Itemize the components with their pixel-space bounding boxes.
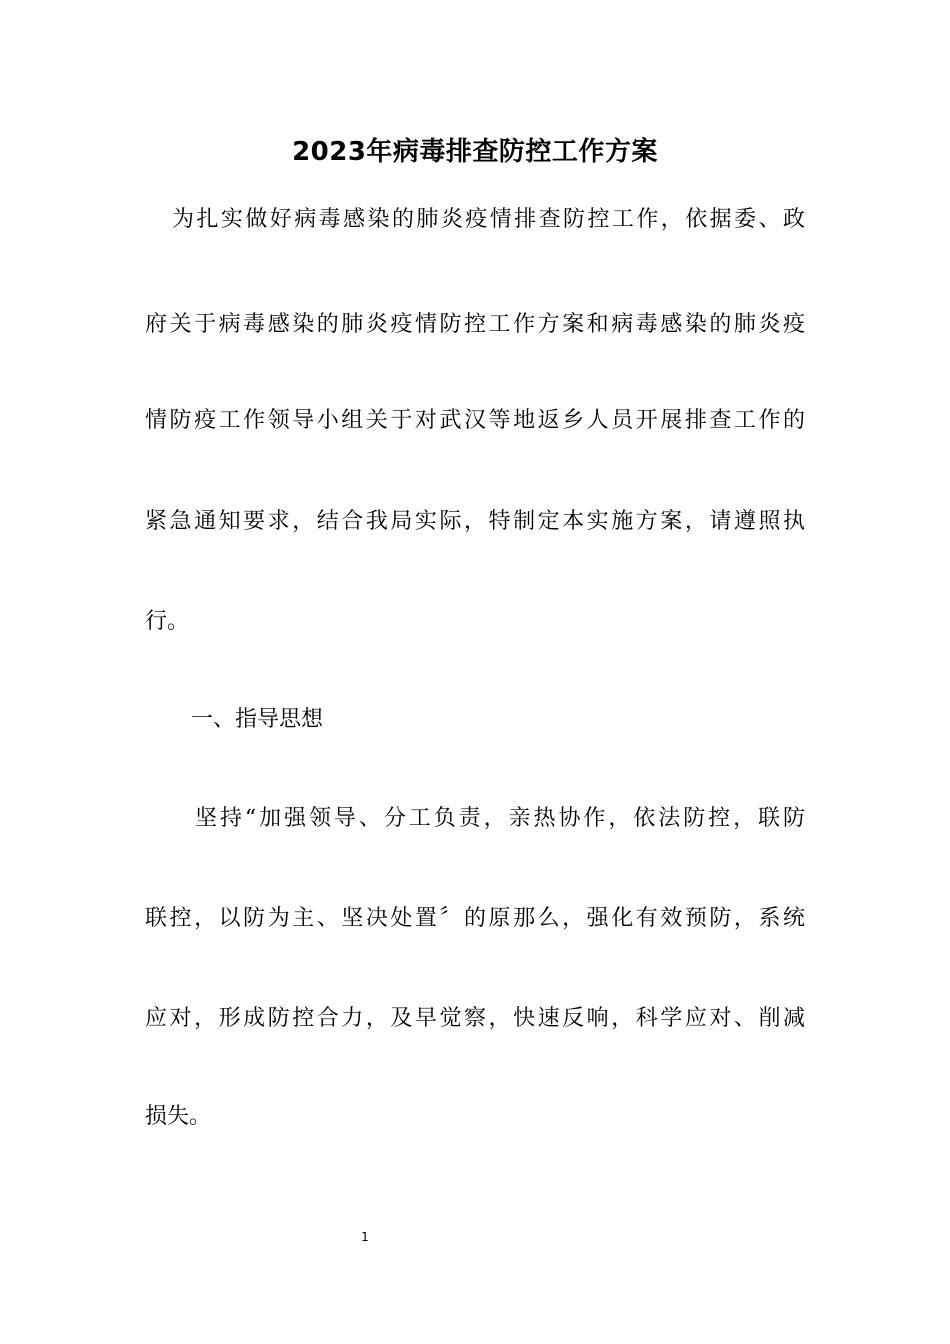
- paragraph-line: 行。: [145, 609, 190, 634]
- paragraph-line: 坚持“加强领导、分工负责，亲热协作，依法防控，联防: [195, 806, 805, 831]
- paragraph-line: 为扎实做好病毒感染的肺炎疫情排查防控工作，依据委、政: [172, 207, 805, 232]
- document-title: 2023年病毒排查防控工作方案: [292, 137, 658, 167]
- paragraph-line: 紧急通知要求，结合我局实际，特制定本实施方案，请遵照执: [145, 509, 805, 534]
- paragraph-line: 应对，形成防控合力，及早觉察，快速反响，科学应对、削减: [145, 1006, 805, 1031]
- paragraph-line: 情防疫工作领导小组关于对武汉等地返乡人员开展排查工作的: [145, 408, 805, 433]
- paragraph-line: 联控，以防为主、坚决处置〞的原那么，强化有效预防，系统: [145, 906, 805, 931]
- section-heading: 一、指导思想: [191, 707, 324, 732]
- paragraph-line: 损失。: [145, 1104, 212, 1129]
- paragraph-line: 府关于病毒感染的肺炎疫情防控工作方案和病毒感染的肺炎疫: [145, 312, 805, 337]
- page-number: 1: [361, 1230, 369, 1244]
